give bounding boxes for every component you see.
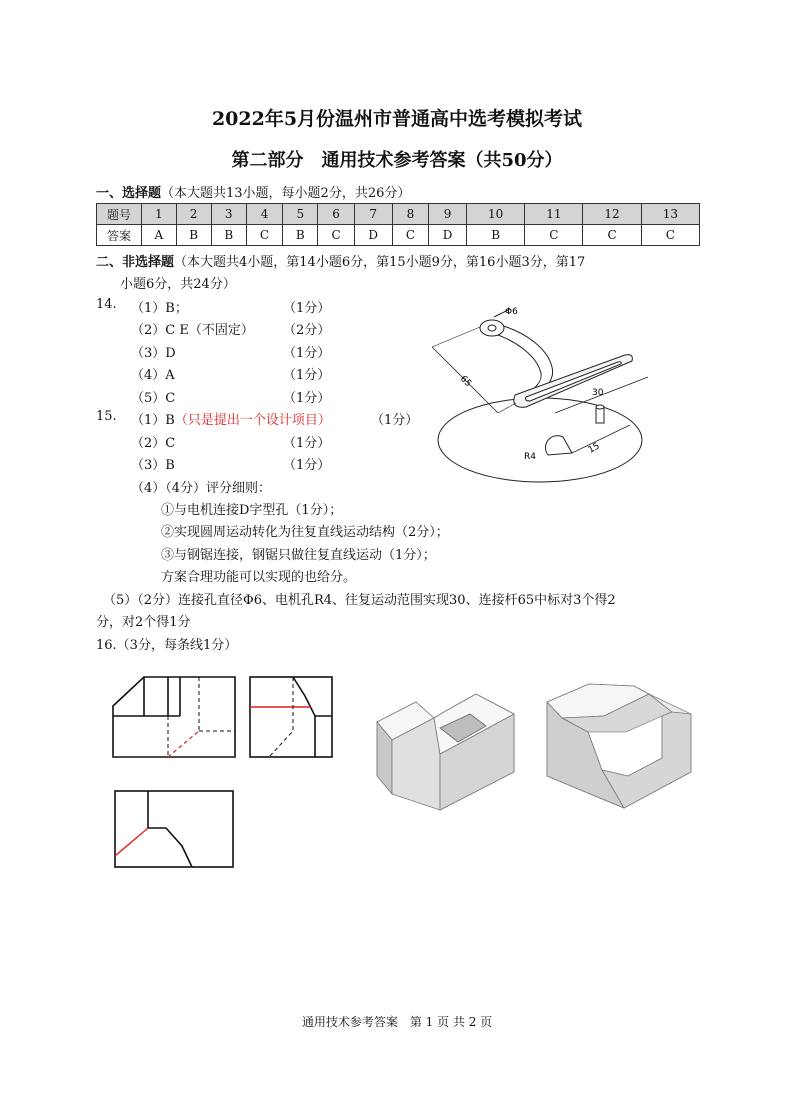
q16-label: 16.（3分，每条线1分） <box>96 638 238 653</box>
table-cell-number: 11 <box>525 204 583 225</box>
table-cell-number: 5 <box>283 204 318 225</box>
dim65-label: 65 <box>457 374 474 390</box>
q15-item-5-line2: 分，对2个得1分 <box>96 615 191 630</box>
side-view-drawing <box>249 676 333 758</box>
q14-item-4: （4）A <box>131 368 175 383</box>
table-cell-answer: B <box>176 225 211 246</box>
table-cell-answer: A <box>142 225 177 246</box>
q14-score-1: （1分） <box>283 301 331 316</box>
red-added-line <box>168 731 199 757</box>
q15-item-3: （3）B <box>131 458 175 473</box>
section2-note-line2: 小题6分，共24分） <box>120 277 236 292</box>
table-cell-answer: C <box>318 225 354 246</box>
q15-item-4: （4）（4分）评分细则： <box>131 481 272 496</box>
q14-item-2: （2）C E（不固定） <box>131 323 254 338</box>
base-disc-ellipse <box>438 398 642 482</box>
answer-table-answer-row <box>97 225 700 246</box>
table-cell-answer: B <box>283 225 318 246</box>
dim15-line <box>572 425 630 456</box>
q15-criterion-4: 方案合理功能可以实现的也给分。 <box>161 570 357 585</box>
table-cell-number: 10 <box>467 204 525 225</box>
table-cell-answer: C <box>246 225 282 246</box>
r4-label: R4 <box>524 452 536 462</box>
table-label-number: 题号 <box>97 204 142 225</box>
page-title: 2022年5月份温州市普通高中选考模拟考试 <box>211 108 583 130</box>
r4-d-hole <box>545 436 572 455</box>
section1-note: （本大题共13小题，每小题2分，共26分） <box>161 186 411 201</box>
dim30-label: 30 <box>592 388 604 398</box>
pin-top <box>596 405 604 409</box>
table-cell-number: 12 <box>583 204 641 225</box>
dim15-label: 15 <box>586 441 602 456</box>
q15-item-1-note: （只是提出一个设计项目） <box>174 413 331 428</box>
table-cell-number: 1 <box>142 204 177 225</box>
q15-score-1: （1分） <box>371 413 419 428</box>
table-cell-answer: D <box>354 225 392 246</box>
q15-criterion-2: ②实现圆周运动转化为往复直线运动结构（2分）； <box>161 525 449 540</box>
q14-item-3: （3）D <box>131 346 176 361</box>
section2-heading: 二、非选择题 <box>96 255 175 270</box>
q14-item-1: （1）B； <box>131 301 188 316</box>
phi6-hole <box>488 325 496 331</box>
q15-criterion-1: ①与电机连接D字型孔（1分）； <box>161 503 343 518</box>
q14-score-4: （1分） <box>283 368 331 383</box>
table-cell-answer: C <box>392 225 428 246</box>
answer-table <box>96 203 700 246</box>
q15-item-5-line1: （5）（2分）连接孔直径Φ6、电机孔R4、往复运动范围实现30、连接杆65中标对3个得2 <box>103 593 616 608</box>
q15-number: 15. <box>96 409 117 424</box>
section1-heading: 一、选择题 <box>96 186 162 201</box>
table-cell-number: 2 <box>176 204 211 225</box>
q14-score-3: （1分） <box>283 346 331 361</box>
table-cell-answer: C <box>641 225 699 246</box>
q14-score-5: （1分） <box>283 391 331 406</box>
q15-item-2: （2）C <box>131 436 176 451</box>
table-cell-answer: D <box>429 225 467 246</box>
dim65-ext-bottom <box>498 403 516 413</box>
front-view-drawing <box>112 676 236 758</box>
q15-item-1 <box>131 409 331 428</box>
q14-item-5: （5）C <box>131 391 176 406</box>
table-cell-number: 4 <box>246 204 282 225</box>
q14-score-2: （2分） <box>283 323 331 338</box>
page-footer: 通用技术参考答案 第 1 页 共 2 页 <box>301 1015 493 1029</box>
table-cell-answer: C <box>583 225 641 246</box>
phi6-label: Φ6 <box>505 307 518 317</box>
table-label-answer: 答案 <box>97 225 142 246</box>
section1-heading-line <box>96 182 410 201</box>
table-cell-number: 7 <box>354 204 392 225</box>
table-cell-number: 3 <box>211 204 246 225</box>
answer-table-number-row <box>97 204 700 225</box>
q14-number: 14. <box>96 297 117 312</box>
section2-heading-line <box>96 251 585 270</box>
mechanism-figure <box>420 295 670 490</box>
table-cell-number: 6 <box>318 204 354 225</box>
q15-score-2: （1分） <box>283 436 331 451</box>
q15-item-1-label: （1）B <box>131 413 175 428</box>
table-cell-answer: B <box>467 225 525 246</box>
table-cell-answer: C <box>525 225 583 246</box>
table-cell-answer: B <box>211 225 246 246</box>
top-view-drawing <box>114 790 234 868</box>
q15-criterion-3: ③与钢锯连接，钢锯只做往复直线运动（1分）； <box>161 548 436 563</box>
isometric-view-left <box>374 684 520 812</box>
red-added-line <box>115 828 148 856</box>
q15-score-3: （1分） <box>283 458 331 473</box>
page-subtitle: 第二部分 通用技术参考答案（共50分） <box>231 150 563 171</box>
isometric-view-right <box>544 680 694 812</box>
table-cell-number: 8 <box>392 204 428 225</box>
table-cell-number: 9 <box>429 204 467 225</box>
table-cell-number: 13 <box>641 204 699 225</box>
dim65-ext-top <box>432 327 480 347</box>
section2-note: （本大题共4小题，第14小题6分，第15小题9分，第16小题3分，第17 <box>174 255 586 270</box>
